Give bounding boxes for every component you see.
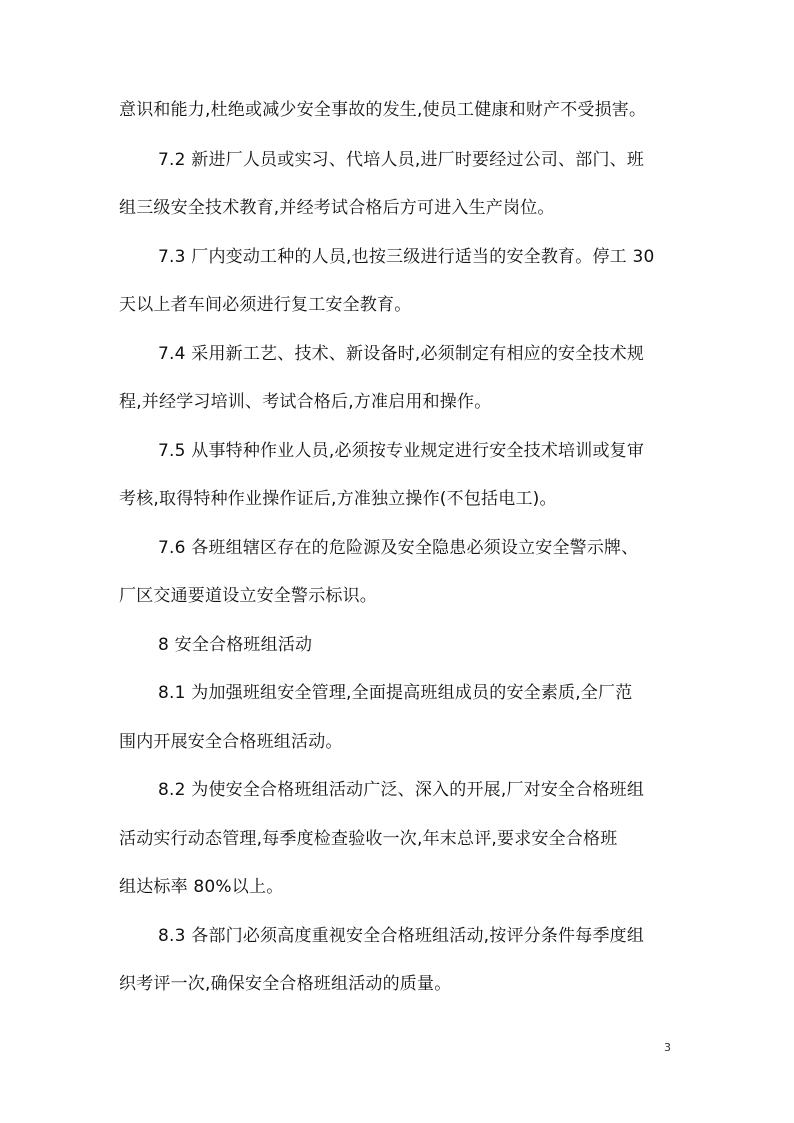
page-number: 3: [664, 1041, 671, 1054]
section-heading: 8 安全合格班组活动: [158, 635, 313, 655]
paragraph-line: 8.1 为加强班组安全管理,全面提高班组成员的安全素质,全厂范: [158, 683, 633, 703]
paragraph-line: 7.5 从事特种作业人员,必须按专业规定进行安全技术培训或复审: [158, 441, 645, 461]
paragraph-line: 7.3 厂内变动工种的人员,也按三级进行适当的安全教育。停工 30: [158, 247, 655, 267]
paragraph-line: 活动实行动态管理,每季度检查验收一次,年末总评,要求安全合格班: [119, 829, 618, 849]
paragraph-line: 程,并经学习培训、考试合格后,方准启用和操作。: [119, 392, 492, 412]
paragraph-line: 8.2 为使安全合格班组活动广泛、深入的开展,厂对安全合格班组: [158, 780, 645, 800]
paragraph-line: 7.4 采用新工艺、技术、新设备时,必须制定有相应的安全技术规: [158, 344, 645, 364]
paragraph-line: 意识和能力,杜绝或减少安全事故的发生,使员工健康和财产不受损害。: [119, 100, 647, 120]
paragraph-line: 厂区交通要道设立安全警示标识。: [119, 586, 377, 606]
paragraph-line: 组达标率 80%以上。: [119, 877, 284, 897]
paragraph-line: 天以上者车间必须进行复工安全教育。: [119, 295, 412, 315]
paragraph-line: 考核,取得特种作业操作证后,方准独立操作(不包括电工)。: [119, 489, 557, 509]
paragraph-line: 7.6 各班组辖区存在的危险源及安全隐患必须设立安全警示牌、: [158, 538, 639, 558]
paragraph-line: 8.3 各部门必须高度重视安全合格班组活动,按评分条件每季度组: [158, 926, 645, 946]
paragraph-line: 7.2 新进厂人员或实习、代培人员,进厂时要经过公司、部门、班: [158, 150, 645, 170]
paragraph-line: 织考评一次,确保安全合格班组活动的质量。: [119, 974, 452, 994]
paragraph-line: 围内开展安全合格班组活动。: [119, 732, 343, 752]
paragraph-line: 组三级安全技术教育,并经考试合格后方可进入生产岗位。: [119, 198, 555, 218]
